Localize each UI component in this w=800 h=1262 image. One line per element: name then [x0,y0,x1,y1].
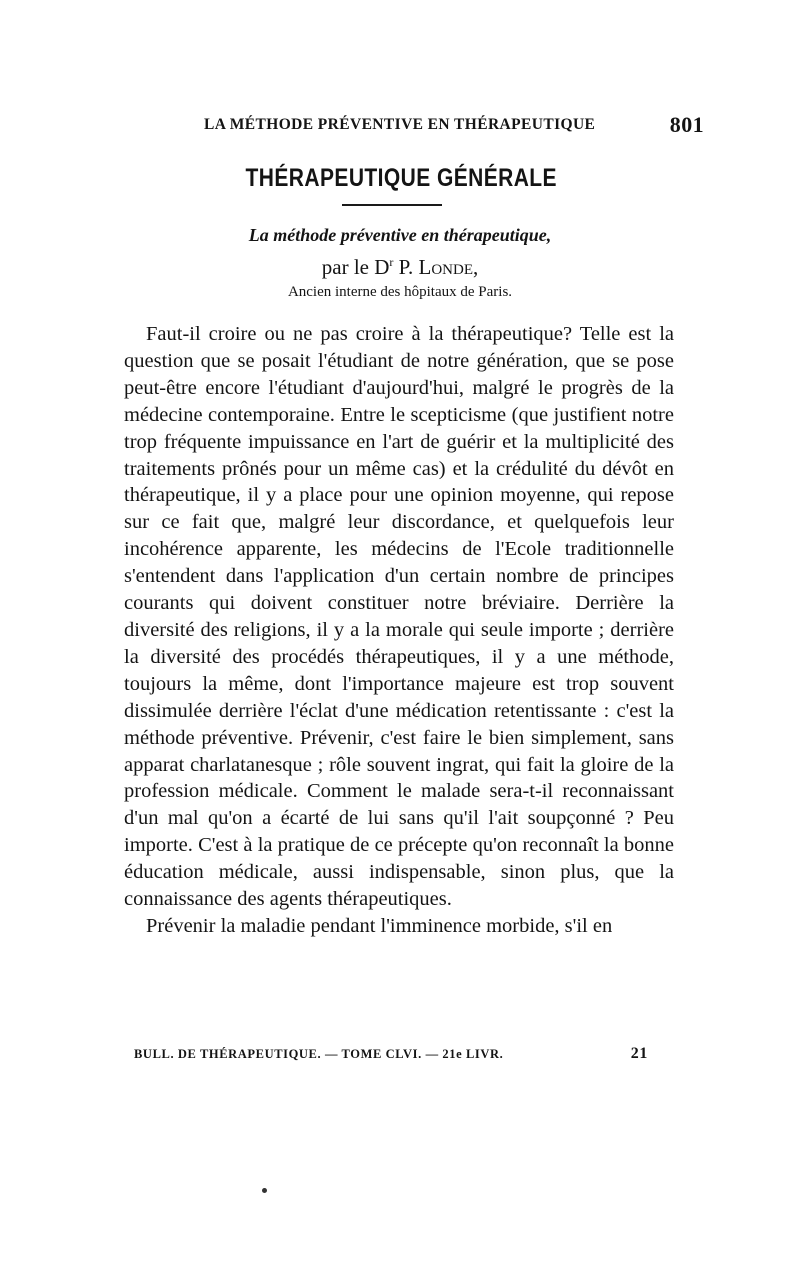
author-byline [0,255,800,280]
body-paragraph-2: Prévenir la maladie pendant l'imminence morbide, s'il en [146,914,613,937]
byline-prefix: par le D [321,255,390,279]
author-name: Londe, [418,255,479,279]
ink-speck [262,1188,267,1193]
page-number: 801 [669,112,704,137]
page-footer [134,1047,648,1067]
title-rule [342,204,442,206]
author-affiliation: Ancien interne des hôpitaux de Paris. [287,284,513,300]
section-title: THÉRAPEUTIQUE GÉNÉRALE [245,164,557,192]
article-body [124,321,674,940]
running-head [204,114,704,136]
footer-journal-line: BULL. DE THÉRAPEUTIQUE. — TOME CLVI. — 21e LIVR. [134,1047,504,1061]
author-initial: P. [398,255,414,279]
byline-superscript: r [389,255,394,269]
running-head-title: LA MÉTHODE PRÉVENTIVE EN THÉRAPEUTIQUE [204,116,596,133]
footer-signature: 21 [630,1045,648,1062]
body-paragraph-1: Faut-il croire ou ne pas croire à la thérapeutique? Telle est la question que se posait l'étudiant de notre génération, que se pose peut-être encore l'étudiant d'aujourd'hui, malgré le progrès de la médecine contemporaine. Entre le scepticisme (que justifient notre trop fréquente impuissance en l'art de guérir et la multiplicité des traitements prônés pour un même cas) et la crédulité du dévôt en thérapeutique, il y a place pour une opinion moyenne, qui repose sur ce fait que, malgré leur discordance, et quelquefois leur incohérence apparente, les médecins de l'Ecole traditionnelle s'entendent dans l'application d'un certain nombre de principes courants qui doivent constituer notre bréviaire. Derrière la diversité des religions, il y a la morale qui seule importe ; derrière la diversité des procédés thérapeutiques, il y a une méthode, toujours la même, dont l'importance majeure est trop souvent dissimulée derrière l'éclat d'une médication retentissante : c'est la méthode préventive. Prévenir, c'est faire le bien simplement, sans apparat charlatanesque ; rôle souvent ingrat, qui fait la gloire de la profession médicale. Comment le malade sera-t-il reconnaissant d'un mal qu'on a écarté de lui sans qu'il l'ait soupçonné ? Peu importe. C'est à la pratique de ce précepte qu'on reconnaît la bonne éducation médicale, aussi indispensable, sinon plus, que la connaissance des agents thérapeutiques. [124,323,674,911]
article-title: La méthode préventive en thérapeutique, [248,225,552,245]
